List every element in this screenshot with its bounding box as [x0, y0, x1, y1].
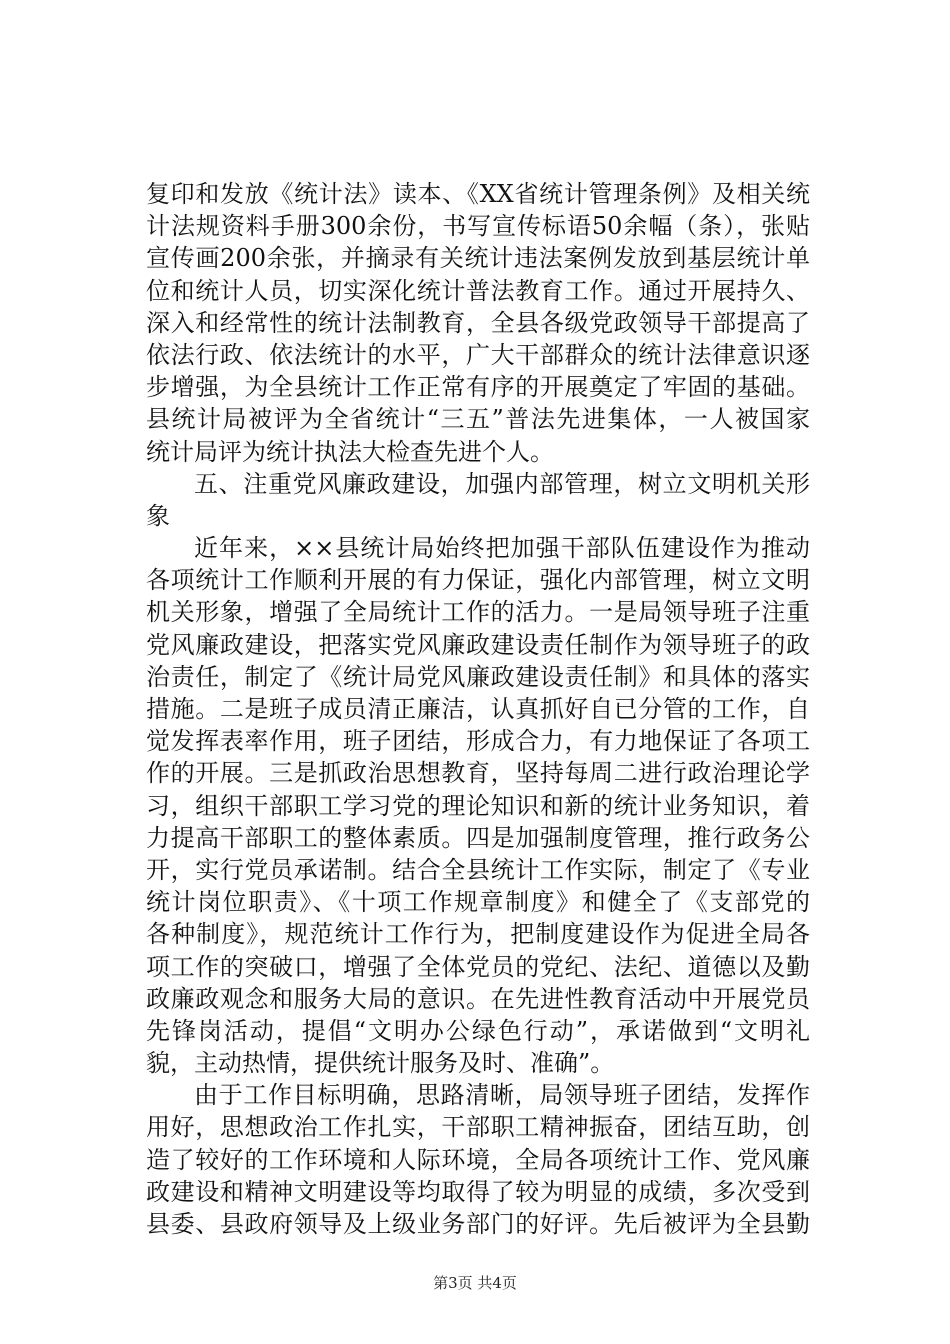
text-line: 力提高干部职工的整体素质。四是加强制度管理，推行政务公	[146, 823, 810, 852]
document-body	[146, 178, 810, 1240]
paragraph	[146, 1079, 810, 1240]
text-line: 统计局评为统计执法大检查先进个人。	[146, 437, 554, 466]
text-line: 措施。二是班子成员清正廉洁，认真抓好自已分管的工作，自	[146, 695, 810, 723]
text-line: 各种制度》，规范统计工作行为，把制度建设作为促进全局各	[146, 920, 810, 949]
text-line: 计法规资料手册300余份，书写宣传标语50余幅（条），张贴	[146, 212, 810, 241]
text-line: 习，组织干部职工学习党的理论知识和新的统计业务知识，着	[146, 791, 810, 820]
text-line: 深入和经常性的统计法制教育，全县各级党政领导干部提高了	[146, 308, 810, 337]
text-line: 五、注重党风廉政建设，加强内部管理，树立文明机关形	[194, 469, 810, 498]
text-line: 机关形象，增强了全局统计工作的活力。一是局领导班子注重	[146, 598, 810, 627]
text-line: 县统计局被评为全省统计“三五”普法先进集体，一人被国家	[146, 405, 810, 434]
text-line: 依法行政、依法统计的水平，广大干部群众的统计法律意识逐	[146, 340, 810, 369]
text-line: 统计岗位职责》、《十项工作规章制度》和健全了《支部党的	[146, 888, 810, 917]
text-line: 政廉政观念和服务大局的意识。在先进性教育活动中开展党员	[146, 984, 810, 1013]
page-footer: 第3页 共4页	[433, 1274, 517, 1292]
text-line: 各项统计工作顺利开展的有力保证，强化内部管理，树立文明	[146, 566, 810, 595]
text-line: 党风廉政建设，把落实党风廉政建设责任制作为领导班子的政	[146, 630, 810, 659]
paragraph	[146, 532, 810, 1079]
text-line: 象	[146, 501, 170, 530]
paragraph	[146, 468, 810, 532]
text-line: 作的开展。三是抓政治思想教育，坚持每周二进行政治理论学	[146, 759, 810, 788]
text-line: 由于工作目标明确，思路清晰，局领导班子团结，发挥作	[194, 1081, 810, 1110]
text-line: 政建设和精神文明建设等均取得了较为明显的成绩，多次受到	[146, 1177, 810, 1206]
text-line: 治责任，制定了《统计局党风廉政建设责任制》和具体的落实	[146, 662, 810, 691]
text-line: 觉发挥表率作用，班子团结，形成合力，有力地保证了各项工	[146, 727, 810, 756]
text-line: 宣传画200余张，并摘录有关统计违法案例发放到基层统计单	[146, 244, 810, 273]
text-line: 项工作的突破口，增强了全体党员的党纪、法纪、道德以及勤	[146, 952, 810, 981]
text-line: 县委、县政府领导及上级业务部门的好评。先后被评为全县勤	[146, 1210, 810, 1238]
text-line: 步增强，为全县统计工作正常有序的开展奠定了牢固的基础。	[146, 373, 810, 402]
text-line: 复印和发放《统计法》读本、《XX省统计管理条例》及相关统	[146, 180, 810, 208]
text-line: 近年来，××县统计局始终把加强干部队伍建设作为推动	[194, 534, 810, 563]
text-line: 用好，思想政治工作扎实，干部职工精神振奋，团结互助，创	[146, 1113, 810, 1142]
text-line: 开，实行党员承诺制。结合全县统计工作实际，制定了《专业	[146, 855, 810, 884]
text-line: 位和统计人员，切实深化统计普法教育工作。通过开展持久、	[146, 276, 810, 305]
text-line: 先锋岗活动，提倡“文明办公绿色行动”，承诺做到“文明礼	[146, 1016, 810, 1045]
paragraph	[146, 178, 810, 468]
text-line: 造了较好的工作环境和人际环境，全局各项统计工作、党风廉	[146, 1145, 810, 1174]
text-line: 貌，主动热情，提供统计服务及时、准确”。	[146, 1049, 615, 1078]
